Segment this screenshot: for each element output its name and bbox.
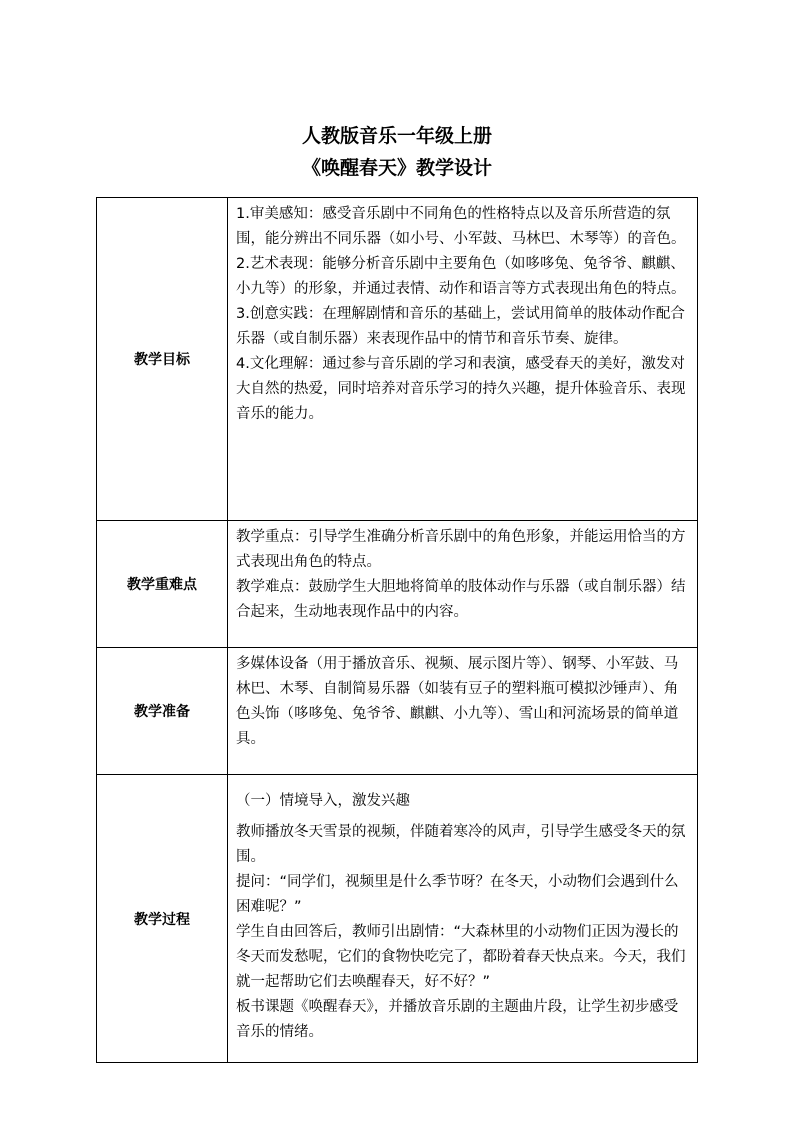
paragraph: 教学重点：引导学生准确分析音乐剧中的角色形象，并能运用恰当的方式表现出角色的特点。 [236, 529, 686, 570]
page-title: 人教版音乐一年级上册 [301, 125, 492, 147]
table-row-key-difficult-points [97, 521, 698, 648]
row-content [228, 198, 698, 521]
row-label: 教学重难点 [97, 521, 228, 648]
row-content [228, 648, 698, 775]
paragraph: 多媒体设备（用于播放音乐、视频、展示图片等）、钢琴、小军鼓、马林巴、木琴、自制简易乐器（如装有豆子的塑料瓶可模拟沙锤声）、角色头饰（哆哆兔、兔爷爷、麒麒、小九等）、雪山和河流场景的简单道具。 [236, 656, 679, 747]
row-label: 教学准备 [97, 648, 228, 775]
row-content [228, 775, 698, 1063]
paragraph: 2.艺术表现：能够分析音乐剧中主要角色（如哆哆兔、兔爷爷、麒麒、小九等）的形象，并通过表情、动作和语言等方式表现出角色的特点。 [236, 256, 686, 297]
row-label: 教学过程 [97, 775, 228, 1063]
paragraph: 提问：“同学们，视频里是什么季节呀？在冬天，小动物们会遇到什么困难呢？” [236, 874, 679, 915]
paragraph: 4.文化理解：通过参与音乐剧的学习和表演，感受春天的美好，激发对大自然的热爱，同时培养对音乐学习的持久兴趣，提升体验音乐、表现音乐的能力。 [236, 356, 686, 422]
paragraph: 学生自由回答后，教师引出剧情：“大森林里的小动物们正因为漫长的冬天而发愁呢，它们的食物快吃完了，都盼着春天快点来。今天，我们就一起帮助它们去唤醒春天，好不好？” [236, 924, 686, 990]
row-label: 教学目标 [97, 198, 228, 521]
paragraph: 教学难点：鼓励学生大胆地将简单的肢体动作与乐器（或自制乐器）结合起来，生动地表现作品中的内容。 [236, 579, 686, 620]
paragraph: 1.审美感知：感受音乐剧中不同角色的性格特点以及音乐所营造的氛围，能分辨出不同乐器（如小号、小军鼓、马林巴、木琴等）的音色。 [236, 206, 686, 247]
table-row-teaching-process [97, 775, 698, 1063]
table-row-teaching-preparation [97, 648, 698, 775]
lesson-plan-table [96, 197, 698, 1063]
row-content [228, 521, 698, 648]
section-heading: （一）情境导入，激发兴趣 [236, 793, 410, 809]
page-subtitle: 《唤醒春天》教学设计 [301, 157, 492, 179]
table-row-teaching-goals [97, 198, 698, 521]
paragraph: 3.创意实践：在理解剧情和音乐的基础上，尝试用简单的肢体动作配合乐器（或自制乐器）来表现作品中的情节和音乐节奏、旋律。 [236, 306, 685, 347]
paragraph: 板书课题《唤醒春天》，并播放音乐剧的主题曲片段，让学生初步感受音乐的情绪。 [236, 999, 679, 1040]
paragraph: 教师播放冬天雪景的视频，伴随着寒冷的风声，引导学生感受冬天的氛围。 [236, 824, 686, 865]
